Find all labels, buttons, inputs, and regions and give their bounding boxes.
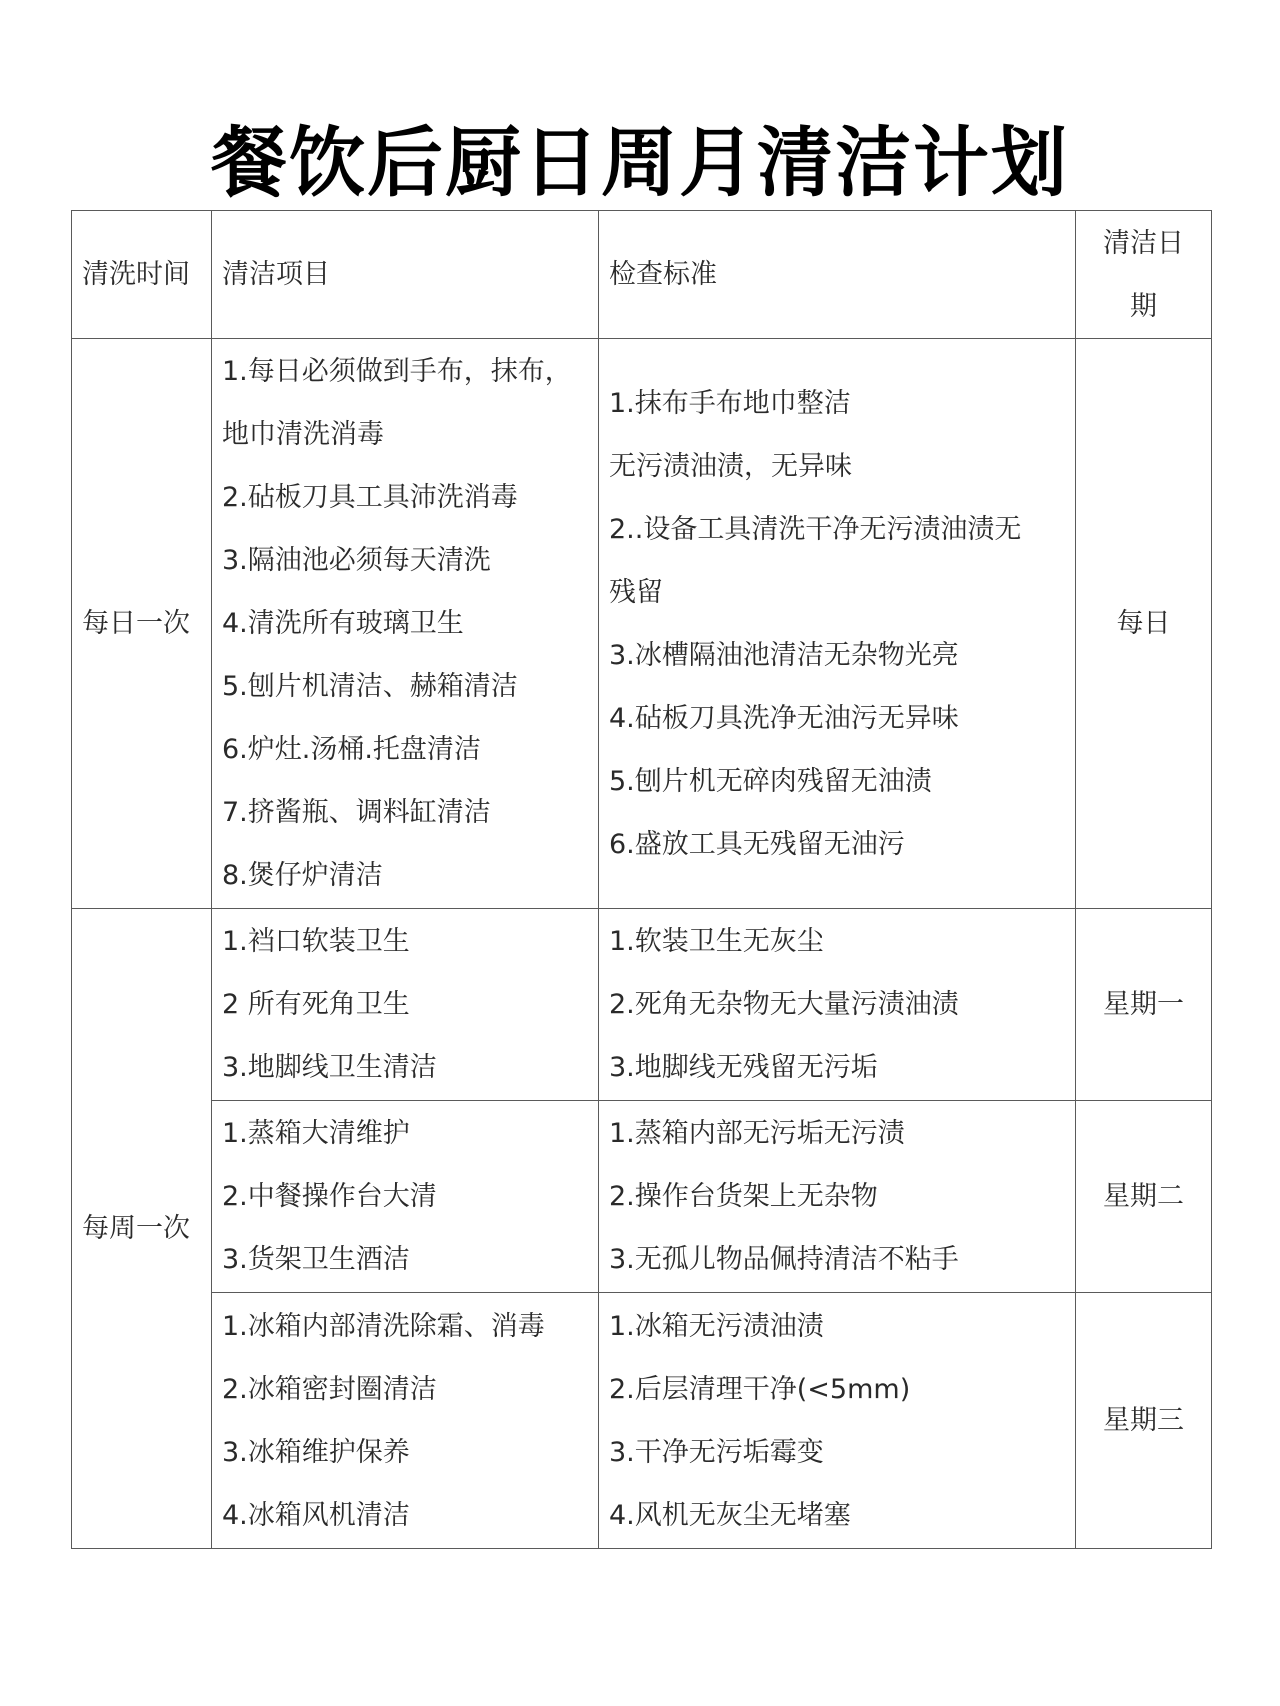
- header-date-line1: 清洁日: [1103, 227, 1184, 259]
- page-title: 餐饮后厨日周月清洁计划: [211, 118, 1069, 207]
- daily-standards-cell: [599, 339, 1076, 909]
- list-item: 5.刨片机清洁、赫箱清洁: [222, 671, 518, 702]
- tuesday-items-cell: [212, 1101, 599, 1293]
- list-item: 1.抹布手布地巾整洁: [609, 387, 851, 419]
- list-item: 3.地脚线卫生清洁: [222, 1052, 437, 1083]
- monday-items-cell: [212, 909, 599, 1101]
- list-item: 7.挤酱瓶、调料缸清洁: [222, 797, 491, 828]
- list-item: 2 所有死角卫生: [222, 989, 410, 1020]
- header-time: 清洗时间: [72, 211, 212, 339]
- wednesday-date-cell: 星期三: [1076, 1293, 1212, 1549]
- list-item: 4.砧板刀具洗净无油污无异味: [609, 702, 959, 734]
- list-item: 1.蒸箱内部无污垢无污渍: [609, 1118, 905, 1149]
- monday-standards-cell: [599, 909, 1076, 1101]
- list-item: 1.裆口软装卫生: [222, 926, 410, 957]
- list-item: 6.炉灶.汤桶.托盘清洁: [222, 734, 481, 765]
- list-item: 4.清洗所有玻璃卫生: [222, 608, 464, 639]
- wednesday-items-cell: [212, 1293, 599, 1549]
- list-item: 2.砧板刀具工具沛洗消毒: [222, 482, 518, 513]
- tuesday-standards-cell: [599, 1101, 1076, 1293]
- list-item: 5.刨片机无碎肉残留无油渍: [609, 765, 932, 797]
- header-standard: 检查标准: [599, 211, 1076, 339]
- list-item: 1.蒸箱大清维护: [222, 1118, 410, 1149]
- list-item: 1.冰箱内部清洗除霜、消毒: [222, 1310, 545, 1342]
- table-row: [72, 1293, 1212, 1549]
- list-item: 3.地脚线无残留无污垢: [609, 1052, 878, 1083]
- list-item: 2..设备工具清洗干净无污渍油渍无: [609, 513, 1022, 545]
- list-item: 1.每日必须做到手布，抹布，: [222, 356, 572, 387]
- list-item: 8.煲仔炉清洁: [222, 860, 383, 891]
- list-item: 2.死角无杂物无大量污渍油渍: [609, 989, 959, 1020]
- wednesday-standards-cell: [599, 1293, 1076, 1549]
- daily-items-cell: [212, 339, 599, 909]
- cleaning-plan-table: [71, 210, 1212, 1549]
- list-item: 3.隔油池必须每天清洗: [222, 545, 491, 576]
- daily-time-cell: 每日一次: [72, 339, 212, 909]
- list-item: 1.冰箱无污渍油渍: [609, 1310, 824, 1342]
- list-item: 6.盛放工具无残留无油污: [609, 828, 905, 860]
- list-item: 3.干净无污垢霉变: [609, 1436, 824, 1468]
- list-item: 3.冰槽隔油池清洁无杂物光亮: [609, 639, 959, 671]
- header-date: [1076, 211, 1212, 339]
- header-items: 清洁项目: [212, 211, 599, 339]
- list-item: 无污渍油渍，无异味: [609, 450, 852, 482]
- table-header-row: [72, 211, 1212, 339]
- weekly-time-cell: 每周一次: [72, 909, 212, 1549]
- list-item: 4.冰箱风机清洁: [222, 1499, 410, 1531]
- list-item: 3.货架卫生酒洁: [222, 1244, 410, 1275]
- header-date-line2: 期: [1130, 290, 1157, 322]
- list-item: 2.中餐操作台大清: [222, 1181, 437, 1212]
- table-row: [72, 909, 1212, 1101]
- list-item: 2.冰箱密封圈清洁: [222, 1373, 437, 1405]
- daily-date-cell: 每日: [1076, 339, 1212, 909]
- monday-date-cell: 星期一: [1076, 909, 1212, 1101]
- list-item: 地巾清洗消毒: [222, 419, 384, 450]
- list-item: 3.无孤儿物品佩持清洁不粘手: [609, 1244, 959, 1275]
- list-item: 4.风机无灰尘无堵塞: [609, 1499, 851, 1531]
- list-item: 残留: [609, 576, 663, 608]
- list-item: 2.后层清理干净(<5mm): [609, 1373, 911, 1405]
- list-item: 2.操作台货架上无杂物: [609, 1181, 878, 1212]
- tuesday-date-cell: 星期二: [1076, 1101, 1212, 1293]
- table-row: [72, 1101, 1212, 1293]
- list-item: 1.软装卫生无灰尘: [609, 926, 824, 957]
- list-item: 3.冰箱维护保养: [222, 1436, 410, 1468]
- table-row: [72, 339, 1212, 909]
